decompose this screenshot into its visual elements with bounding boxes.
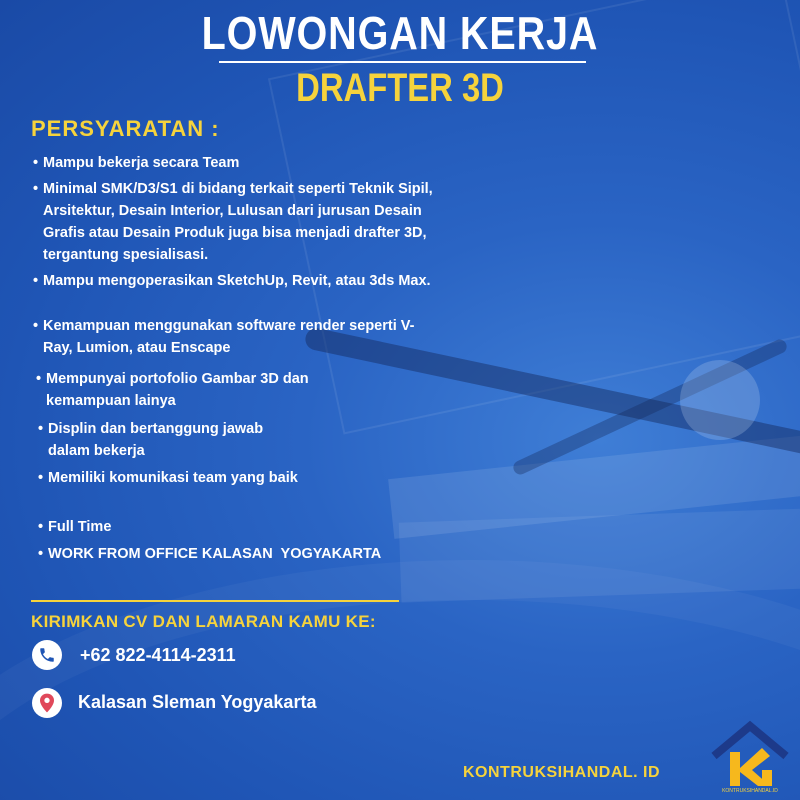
bullet: • bbox=[38, 546, 44, 562]
requirement-item: • Mampu bekerja secara Team bbox=[33, 152, 463, 174]
title-underline bbox=[219, 61, 586, 63]
location-pin-icon bbox=[32, 688, 62, 718]
bullet: • bbox=[33, 273, 39, 289]
bullet: • bbox=[36, 371, 42, 387]
bullet: • bbox=[38, 519, 44, 535]
bullet: • bbox=[33, 318, 39, 334]
bullet: • bbox=[33, 155, 39, 171]
requirement-item: • Kemampuan menggunakan software render seperti V-Ray, Lumion, atau Enscape bbox=[33, 315, 463, 359]
requirement-item: • Minimal SMK/D3/S1 di bidang terkait seperti Teknik Sipil, Arsitektur, Desain Interior, Lulusan dari jurusan Desain Grafis atau Desain Produk juga bisa menjadi drafter 3D, tergantung spesialisasi. bbox=[33, 178, 463, 266]
bullet: • bbox=[38, 421, 44, 437]
house-k-logo bbox=[710, 718, 790, 796]
requirement-item: • Displin dan bertanggung jawab dalam bekerja bbox=[38, 418, 468, 462]
compass-arm-decoration-2 bbox=[511, 337, 789, 476]
bullet: • bbox=[33, 181, 39, 197]
compass-head-decoration bbox=[680, 360, 760, 440]
requirement-item: • Memiliki komunikasi team yang baik bbox=[38, 467, 468, 489]
logo-caption: KONTRUKSIHANDAL.ID bbox=[722, 788, 778, 794]
requirement-item: • Full Time bbox=[38, 516, 468, 538]
requirement-item: • Mempunyai portofolio Gambar 3D dan kemampuan lainya bbox=[36, 368, 466, 412]
bullet: • bbox=[38, 470, 44, 486]
requirement-item: • Mampu mengoperasikan SketchUp, Revit, atau 3ds Max. bbox=[33, 270, 463, 292]
requirement-item: • WORK FROM OFFICE KALASAN YOGYAKARTA bbox=[38, 543, 468, 565]
section-divider bbox=[31, 600, 399, 602]
phone-number: +62 822-4114-2311 bbox=[80, 645, 236, 665]
poster-title: LOWONGAN KERJA bbox=[201, 7, 599, 59]
poster-subtitle: DRAFTER 3D bbox=[296, 66, 504, 110]
brand-website: KONTRUKSIHANDAL. ID bbox=[463, 764, 661, 781]
arc-decoration bbox=[0, 560, 800, 800]
send-cv-heading: KIRIMKAN CV DAN LAMARAN KAMU KE: bbox=[31, 612, 376, 631]
phone-icon bbox=[32, 640, 62, 670]
location-text: Kalasan Sleman Yogyakarta bbox=[78, 692, 317, 712]
requirements-heading: PERSYARATAN : bbox=[31, 116, 220, 141]
